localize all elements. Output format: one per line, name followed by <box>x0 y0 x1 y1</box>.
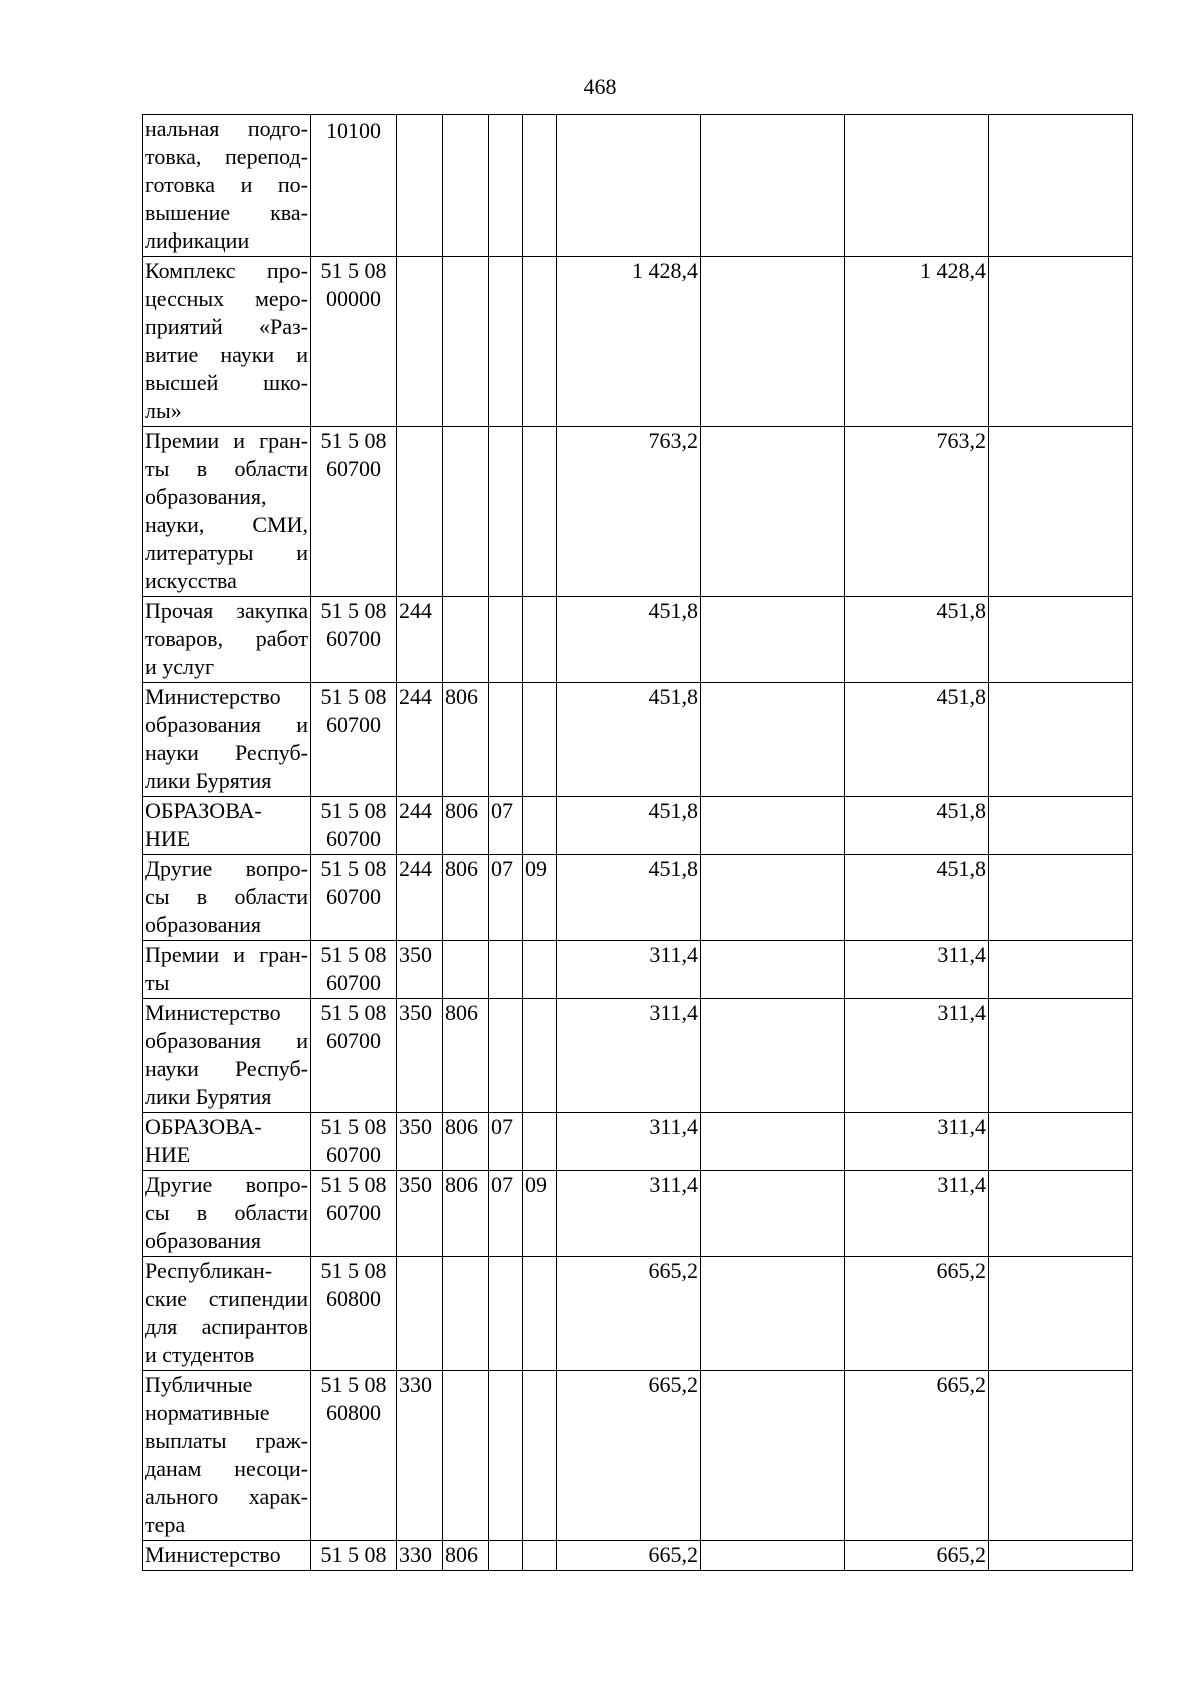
amount4-cell <box>989 941 1133 999</box>
item-name-cell <box>143 1113 311 1171</box>
item-name-line: Министерство <box>145 684 281 709</box>
subsection-code-cell <box>523 797 557 855</box>
table-row <box>143 855 1133 941</box>
item-name-line: ального харак- <box>145 1484 308 1509</box>
section-code-cell <box>489 427 523 597</box>
target-article-code-line: 51 5 08 <box>320 942 387 967</box>
expense-type-cell: 350 <box>397 941 443 999</box>
amount4-cell <box>989 1113 1133 1171</box>
item-name-line: Министерство <box>145 1542 281 1567</box>
target-article-code-line: 00000 <box>326 286 381 311</box>
expense-type-cell <box>397 115 443 257</box>
target-article-code-cell <box>311 683 397 797</box>
amount1-cell: 451,8 <box>557 797 701 855</box>
amount2-cell <box>701 1371 845 1541</box>
target-article-code-cell <box>311 1371 397 1541</box>
subsection-code-cell <box>523 999 557 1113</box>
amount2-cell <box>701 1171 845 1257</box>
target-article-code-cell <box>311 999 397 1113</box>
amount3-cell: 451,8 <box>845 597 989 683</box>
department-code-cell: 806 <box>443 999 489 1113</box>
target-article-code-line: 51 5 08 <box>320 258 387 283</box>
subsection-code-cell <box>523 941 557 999</box>
item-name-line: Комплекс про- <box>145 258 308 283</box>
item-name-line: Министерство <box>145 1000 281 1025</box>
item-name-line: товаров, работ <box>145 626 308 651</box>
amount1-cell <box>557 115 701 257</box>
department-code-cell: 806 <box>443 683 489 797</box>
item-name-cell <box>143 1541 311 1571</box>
department-code-cell <box>443 427 489 597</box>
target-article-code-line: 60700 <box>326 884 381 909</box>
amount4-cell <box>989 257 1133 427</box>
amount4-cell <box>989 115 1133 257</box>
item-name-cell <box>143 1171 311 1257</box>
target-article-code-cell <box>311 257 397 427</box>
table-row <box>143 941 1133 999</box>
item-name-line: и услуг <box>145 654 215 679</box>
table-row <box>143 427 1133 597</box>
item-name-cell <box>143 257 311 427</box>
target-article-code-line: 51 5 08 <box>320 684 387 709</box>
item-name-line: витие науки и <box>145 342 308 367</box>
section-code-cell <box>489 597 523 683</box>
target-article-code-line: 60700 <box>326 456 381 481</box>
budget-table <box>142 114 1133 1571</box>
target-article-code-line: 51 5 08 <box>320 1000 387 1025</box>
department-code-cell <box>443 257 489 427</box>
item-name-line: Премии и гран- <box>145 942 308 967</box>
target-article-code-cell <box>311 941 397 999</box>
amount2-cell <box>701 999 845 1113</box>
amount1-cell: 451,8 <box>557 597 701 683</box>
department-code-cell: 806 <box>443 855 489 941</box>
target-article-code-line: 60700 <box>326 1200 381 1225</box>
item-name-line: образования <box>145 1228 262 1253</box>
target-article-code-cell <box>311 427 397 597</box>
item-name-line: ские стипендии <box>145 1286 308 1311</box>
department-code-cell: 806 <box>443 1113 489 1171</box>
amount3-cell: 451,8 <box>845 683 989 797</box>
expense-type-cell: 350 <box>397 1171 443 1257</box>
item-name-line: сы в области <box>145 884 308 909</box>
item-name-line: нальная подго- <box>145 116 308 141</box>
expense-type-cell: 244 <box>397 855 443 941</box>
amount2-cell <box>701 941 845 999</box>
section-code-cell <box>489 1371 523 1541</box>
department-code-cell <box>443 597 489 683</box>
table-row <box>143 1171 1133 1257</box>
table-row <box>143 1371 1133 1541</box>
item-name-line: высшей шко- <box>145 370 308 395</box>
table-row <box>143 797 1133 855</box>
subsection-code-cell <box>523 1541 557 1571</box>
table-row <box>143 597 1133 683</box>
department-code-cell <box>443 941 489 999</box>
target-article-code-line: 60800 <box>326 1400 381 1425</box>
item-name-line: образования и <box>145 712 308 737</box>
item-name-line: товка, перепод- <box>145 144 308 169</box>
amount4-cell <box>989 1371 1133 1541</box>
amount4-cell <box>989 683 1133 797</box>
target-article-code-cell <box>311 1257 397 1371</box>
subsection-code-cell <box>523 427 557 597</box>
target-article-code-line: 51 5 08 <box>320 1542 387 1567</box>
item-name-cell <box>143 797 311 855</box>
subsection-code-cell <box>523 1257 557 1371</box>
table-row <box>143 1541 1133 1571</box>
expense-type-cell: 244 <box>397 597 443 683</box>
target-article-code-line: 60800 <box>326 1286 381 1311</box>
target-article-code-line: 51 5 08 <box>320 1172 387 1197</box>
item-name-line: НИЕ <box>145 1142 191 1167</box>
item-name-line: образования <box>145 912 262 937</box>
amount3-cell: 451,8 <box>845 797 989 855</box>
item-name-line: литературы и <box>145 540 308 565</box>
item-name-cell <box>143 941 311 999</box>
section-code-cell: 07 <box>489 1171 523 1257</box>
subsection-code-cell <box>523 1371 557 1541</box>
item-name-line: Другие вопро- <box>145 856 308 881</box>
table-row <box>143 1113 1133 1171</box>
department-code-cell <box>443 1371 489 1541</box>
item-name-line: искусства <box>145 568 237 593</box>
amount1-cell: 451,8 <box>557 855 701 941</box>
amount3-cell: 311,4 <box>845 941 989 999</box>
amount2-cell <box>701 115 845 257</box>
item-name-line: лификации <box>145 228 250 253</box>
amount4-cell <box>989 797 1133 855</box>
table-row <box>143 115 1133 257</box>
department-code-cell: 806 <box>443 1541 489 1571</box>
item-name-line: выплаты граж- <box>145 1428 308 1453</box>
item-name-cell <box>143 855 311 941</box>
department-code-cell <box>443 1257 489 1371</box>
amount1-cell: 665,2 <box>557 1541 701 1571</box>
item-name-line: ОБРАЗОВА- <box>145 1114 262 1139</box>
amount1-cell: 451,8 <box>557 683 701 797</box>
item-name-cell <box>143 1371 311 1541</box>
amount4-cell <box>989 999 1133 1113</box>
target-article-code-line: 51 5 08 <box>320 428 387 453</box>
subsection-code-cell <box>523 115 557 257</box>
item-name-line: цессных меро- <box>145 286 308 311</box>
amount4-cell <box>989 427 1133 597</box>
section-code-cell: 07 <box>489 1113 523 1171</box>
expense-type-cell: 350 <box>397 999 443 1113</box>
target-article-code-line: 60700 <box>326 712 381 737</box>
item-name-line: и студентов <box>145 1342 255 1367</box>
amount2-cell <box>701 1113 845 1171</box>
item-name-line: Другие вопро- <box>145 1172 308 1197</box>
item-name-line: данам несоци- <box>145 1456 308 1481</box>
page-number: 468 <box>583 74 617 99</box>
amount3-cell: 311,4 <box>845 999 989 1113</box>
section-code-cell <box>489 1541 523 1571</box>
target-article-code-line: 60700 <box>326 1142 381 1167</box>
expense-type-cell: 330 <box>397 1541 443 1571</box>
amount1-cell: 665,2 <box>557 1371 701 1541</box>
table-row <box>143 1257 1133 1371</box>
amount2-cell <box>701 257 845 427</box>
section-code-cell: 07 <box>489 855 523 941</box>
amount3-cell: 665,2 <box>845 1257 989 1371</box>
amount3-cell: 763,2 <box>845 427 989 597</box>
item-name-line: образования, <box>145 484 267 509</box>
expense-type-cell: 244 <box>397 683 443 797</box>
subsection-code-cell <box>523 257 557 427</box>
target-article-code-cell <box>311 115 397 257</box>
item-name-line: Республикан- <box>145 1258 273 1283</box>
section-code-cell <box>489 257 523 427</box>
item-name-line: ОБРАЗОВА- <box>145 798 262 823</box>
section-code-cell <box>489 999 523 1113</box>
section-code-cell <box>489 115 523 257</box>
target-article-code-cell <box>311 797 397 855</box>
item-name-line: нормативные <box>145 1400 270 1425</box>
item-name-line: ты в области <box>145 456 308 481</box>
subsection-code-cell: 09 <box>523 855 557 941</box>
item-name-line: вышение ква- <box>145 200 308 225</box>
amount1-cell: 311,4 <box>557 999 701 1113</box>
section-code-cell: 07 <box>489 797 523 855</box>
subsection-code-cell: 09 <box>523 1171 557 1257</box>
amount1-cell: 311,4 <box>557 1113 701 1171</box>
target-article-code-cell <box>311 1171 397 1257</box>
target-article-code-line: 51 5 08 <box>320 856 387 881</box>
item-name-line: НИЕ <box>145 826 191 851</box>
table-row <box>143 683 1133 797</box>
amount4-cell <box>989 597 1133 683</box>
amount2-cell <box>701 597 845 683</box>
subsection-code-cell <box>523 683 557 797</box>
amount2-cell <box>701 797 845 855</box>
expense-type-cell <box>397 1257 443 1371</box>
expense-type-cell: 350 <box>397 1113 443 1171</box>
table-row <box>143 257 1133 427</box>
item-name-line: готовка и по- <box>145 172 308 197</box>
target-article-code-line: 60700 <box>326 1028 381 1053</box>
target-article-code-line: 51 5 08 <box>320 798 387 823</box>
amount3-cell: 311,4 <box>845 1113 989 1171</box>
item-name-line: тера <box>145 1512 186 1537</box>
amount1-cell: 763,2 <box>557 427 701 597</box>
item-name-line: лики Бурятия <box>145 1084 272 1109</box>
amount1-cell: 665,2 <box>557 1257 701 1371</box>
expense-type-cell: 244 <box>397 797 443 855</box>
item-name-line: для аспирантов <box>145 1314 308 1339</box>
department-code-cell: 806 <box>443 1171 489 1257</box>
item-name-cell <box>143 683 311 797</box>
target-article-code-line: 51 5 08 <box>320 1372 387 1397</box>
item-name-cell <box>143 1257 311 1371</box>
target-article-code-line: 60700 <box>326 826 381 851</box>
amount1-cell: 311,4 <box>557 1171 701 1257</box>
expense-type-cell: 330 <box>397 1371 443 1541</box>
target-article-code-line: 51 5 08 <box>320 598 387 623</box>
item-name-line: Публичные <box>145 1372 253 1397</box>
item-name-line: приятий «Раз- <box>145 314 308 339</box>
department-code-cell: 806 <box>443 797 489 855</box>
target-article-code-line: 60700 <box>326 970 381 995</box>
table-row <box>143 999 1133 1113</box>
item-name-line: сы в области <box>145 1200 308 1225</box>
item-name-line: Премии и гран- <box>145 428 308 453</box>
item-name-cell <box>143 999 311 1113</box>
amount2-cell <box>701 1257 845 1371</box>
expense-type-cell <box>397 427 443 597</box>
section-code-cell <box>489 941 523 999</box>
item-name-line: лы» <box>145 398 182 423</box>
amount2-cell <box>701 427 845 597</box>
amount2-cell <box>701 1541 845 1571</box>
table-body <box>143 115 1133 1571</box>
amount2-cell <box>701 855 845 941</box>
amount1-cell: 1 428,4 <box>557 257 701 427</box>
target-article-code-line: 51 5 08 <box>320 1258 387 1283</box>
amount4-cell <box>989 855 1133 941</box>
amount1-cell: 311,4 <box>557 941 701 999</box>
amount3-cell: 311,4 <box>845 1171 989 1257</box>
amount3-cell: 451,8 <box>845 855 989 941</box>
item-name-line: науки Респуб- <box>145 740 308 765</box>
target-article-code-cell <box>311 855 397 941</box>
target-article-code-cell <box>311 1113 397 1171</box>
subsection-code-cell <box>523 597 557 683</box>
amount3-cell <box>845 115 989 257</box>
item-name-cell <box>143 427 311 597</box>
item-name-line: лики Бурятия <box>145 768 272 793</box>
item-name-line: образования и <box>145 1028 308 1053</box>
target-article-code-line: 51 5 08 <box>320 1114 387 1139</box>
expense-type-cell <box>397 257 443 427</box>
amount3-cell: 665,2 <box>845 1541 989 1571</box>
target-article-code-line: 60700 <box>326 626 381 651</box>
item-name-line: науки, СМИ, <box>145 512 308 537</box>
item-name-cell <box>143 115 311 257</box>
target-article-code-cell <box>311 1541 397 1571</box>
item-name-cell <box>143 597 311 683</box>
section-code-cell <box>489 1257 523 1371</box>
department-code-cell <box>443 115 489 257</box>
amount4-cell <box>989 1171 1133 1257</box>
section-code-cell <box>489 683 523 797</box>
amount2-cell <box>701 683 845 797</box>
amount3-cell: 1 428,4 <box>845 257 989 427</box>
item-name-line: науки Респуб- <box>145 1056 308 1081</box>
amount3-cell: 665,2 <box>845 1371 989 1541</box>
amount4-cell <box>989 1257 1133 1371</box>
item-name-line: Прочая закупка <box>145 598 308 623</box>
amount4-cell <box>989 1541 1133 1571</box>
subsection-code-cell <box>523 1113 557 1171</box>
item-name-line: ты <box>145 970 170 995</box>
target-article-code-cell <box>311 597 397 683</box>
target-article-code-line: 10100 <box>326 118 381 143</box>
